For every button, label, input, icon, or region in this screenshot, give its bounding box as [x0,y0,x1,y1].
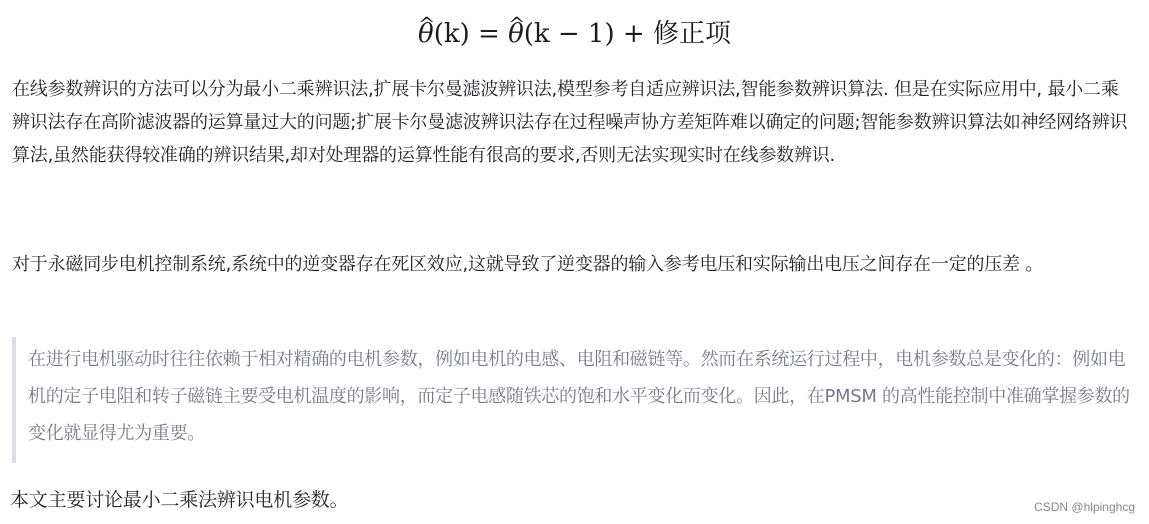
formula-rhs-args: (k − 1) [523,19,615,49]
theta-hat-symbol-rhs: ^ θ [508,14,524,54]
intro-paragraph: 在线参数辨识的方法可以分为最小二乘辨识法,扩展卡尔曼滤波辨识法,模型参考自适应辨识法,智能参数辨识算法. 但是在实际应用中, 最小二乘辨识法存在高阶滤波器的运算量过大的问题;扩展卡尔曼滤波辨识法存在过程噪声协方差矩阵难以确定的问题;智能参数辨识算法如神经网络辨识算法,虽然能获得较准确的辨识结果,却对处理器的运算性能有很高的要求,否则无法实现实时在线参数辨识. [12,79,1128,166]
blockquote [12,337,1132,463]
formula-equals: = [478,19,500,49]
update-formula [0,14,1149,54]
formula-correction-term: 修正项 [652,19,731,49]
csdn-watermark: CSDN @hlpinghcg [1034,500,1135,514]
formula-lhs-args: (k) [433,19,470,49]
theta-hat-symbol: ^ θ [418,14,434,54]
formula-plus: + [622,19,645,49]
deadzone-paragraph: 对于永磁同步电机控制系统,系统中的逆变器存在死区效应,这就导致了逆变器的输入参考电压和实际输出电压之间存在一定的压差 。 [12,254,1044,275]
quote-text: 在进行电机驱动时往往依赖于相对精确的电机参数，例如电机的电感、电阻和磁链等。然而在系统运行过程中，电机参数总是变化的：例如电机的定子电阻和转子磁链主要受电机温度的影响，而定子电感随铁芯的饱和水平变化而变化。因此，在PMSM 的高性能控制中准确掌握参数的变化就显得尤为重要。 [28,349,1130,444]
conclusion-paragraph: 本文主要讨论最小二乘法辨识电机参数。 [10,489,349,511]
